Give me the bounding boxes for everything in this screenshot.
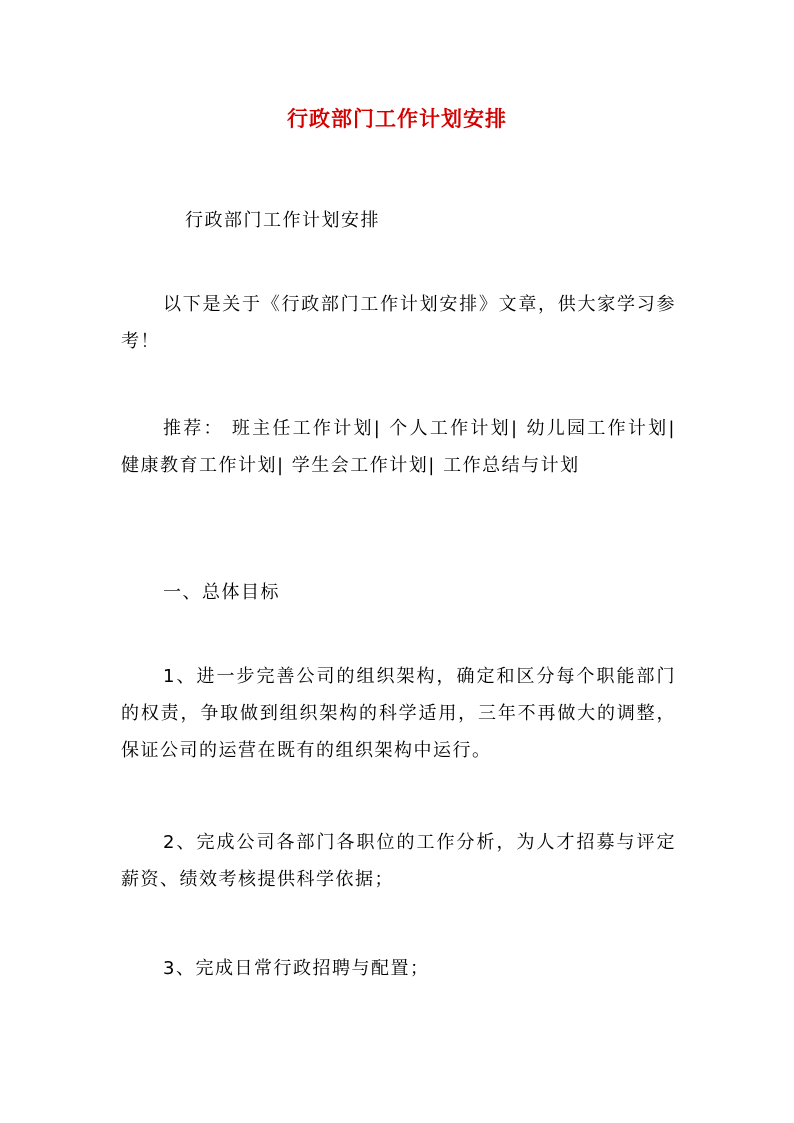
document-title: 行政部门工作计划安排 bbox=[287, 106, 507, 131]
document-subtitle: 行政部门工作计划安排 bbox=[185, 210, 380, 231]
goal-item-1: 1、进一步完善公司的组织架构，确定和区分每个职能部门的权责，争取做到组织架构的科学适用，三年不再做大的调整，保证公司的运营在既有的组织架构中运行。 bbox=[121, 666, 676, 761]
intro-paragraph: 以下是关于《行政部门工作计划安排》文章，供大家学习参考！ bbox=[121, 294, 676, 352]
section-heading: 一、总体目标 bbox=[163, 582, 280, 603]
recommend-paragraph: 推荐： 班主任工作计划| 个人工作计划| 幼儿园工作计划| 健康教育工作计划| 学生会工作计划| 工作总结与计划 bbox=[121, 418, 676, 476]
goal-item-2: 2、完成公司各部门各职位的工作分析，为人才招募与评定薪资、绩效考核提供科学依据； bbox=[121, 832, 676, 890]
goal-item-3: 3、完成日常行政招聘与配置； bbox=[163, 958, 430, 979]
